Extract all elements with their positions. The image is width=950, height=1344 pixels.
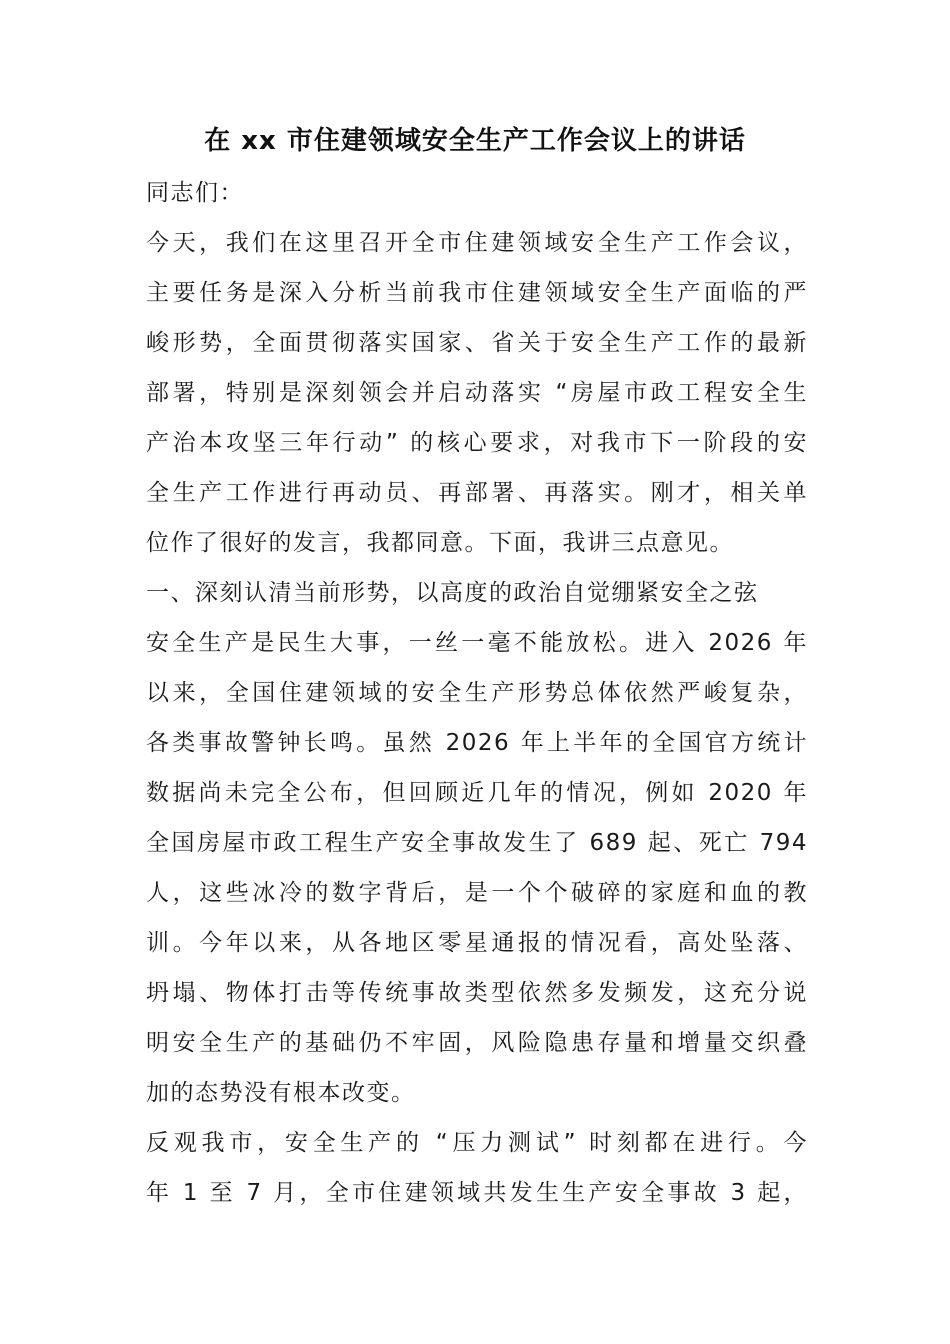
document-body (146, 168, 808, 1218)
body-line: 全国房屋市政工程生产安全事故发生了 689 起、死亡 794 (146, 830, 808, 856)
body-line: 反观我市，安全生产的 “压力测试” 时刻都在进行。今 (146, 1130, 808, 1156)
body-line: 峻形势，全面贯彻落实国家、省关于安全生产工作的最新 (146, 330, 808, 356)
body-line: 以来，全国住建领域的安全生产形势总体依然严峻复杂， (146, 680, 808, 706)
body-line: 同志们： (146, 180, 244, 206)
body-line: 数据尚未完全公布，但回顾近几年的情况，例如 2020 年 (146, 780, 808, 806)
body-line: 训。今年以来，从各地区零星通报的情况看，高处坠落、 (146, 930, 808, 956)
document-title: 在 xx 市住建领域安全生产工作会议上的讲话 (204, 126, 746, 156)
body-line: 主要任务是深入分析当前我市住建领域安全生产面临的严 (146, 280, 808, 306)
body-line: 今天，我们在这里召开全市住建领域安全生产工作会议， (146, 230, 808, 256)
body-line: 一、深刻认清当前形势，以高度的政治自觉绷紧安全之弦 (146, 580, 759, 606)
body-line: 坍塌、物体打击等传统事故类型依然多发频发，这充分说 (146, 980, 808, 1006)
body-line: 加的态势没有根本改变。 (146, 1080, 416, 1106)
body-line: 人，这些冰冷的数字背后，是一个个破碎的家庭和血的教 (146, 880, 808, 906)
body-line: 产治本攻坚三年行动” 的核心要求，对我市下一阶段的安 (146, 430, 808, 456)
body-line: 明安全生产的基础仍不牢固，风险隐患存量和增量交织叠 (146, 1030, 808, 1056)
body-line: 各类事故警钟长鸣。虽然 2026 年上半年的全国官方统计 (146, 730, 808, 756)
body-line: 部署，特别是深刻领会并启动落实 “房屋市政工程安全生 (146, 380, 808, 406)
body-line: 全生产工作进行再动员、再部署、再落实。刚才，相关单 (146, 480, 808, 506)
body-line: 位作了很好的发言，我都同意。下面，我讲三点意见。 (146, 530, 734, 556)
body-line: 安全生产是民生大事，一丝一毫不能放松。进入 2026 年 (146, 630, 808, 656)
body-line: 年 1 至 7 月，全市住建领域共发生生产安全事故 3 起， (146, 1180, 808, 1206)
